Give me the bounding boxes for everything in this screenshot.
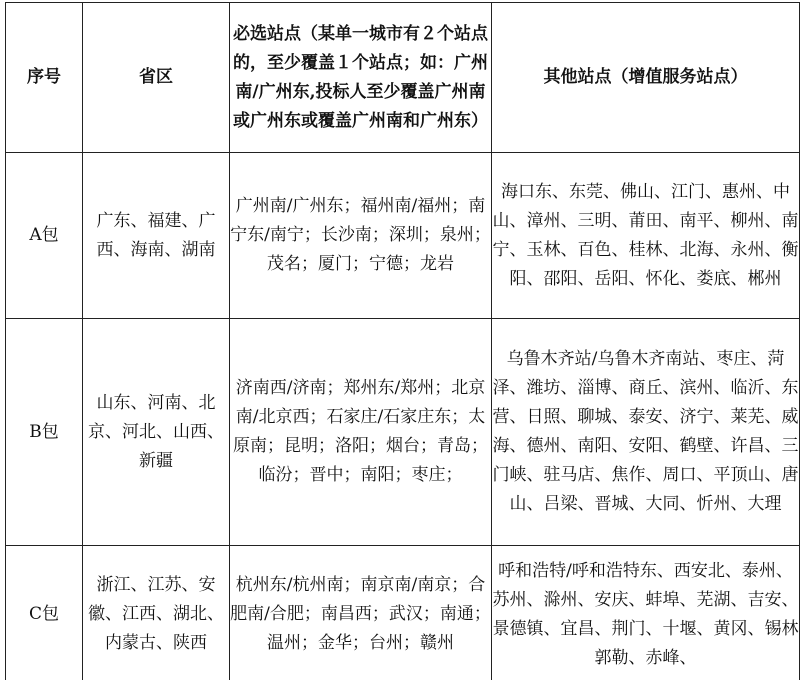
row-required-stations: 杭州东/杭州南；南京南/南京；合肥南/合肥；南昌西；武汉；南通；温州；金华；台州；赣州 (230, 546, 492, 684)
row-id: A包 (6, 153, 83, 319)
row-other-stations: 呼和浩特/呼和浩特东、西安北、泰州、苏州、滁州、安庆、蚌埠、芜湖、吉安、景德镇、宜昌、荆门、十堰、黄冈、锡林郭勒、赤峰、 (492, 546, 800, 684)
table-row (6, 153, 800, 319)
row-other-stations: 乌鲁木齐站/乌鲁木齐南站、枣庄、菏泽、潍坊、淄博、商丘、滨州、临沂、东营、日照、聊城、泰安、济宁、莱芜、威海、德州、南阳、安阳、鹤壁、许昌、三门峡、驻马店、焦作、周口、平顶山、唐山、吕梁、晋城、大同、忻州、大理 (492, 319, 800, 546)
page-bottom-edge (0, 680, 802, 684)
row-id: C包 (6, 546, 83, 684)
header-required-stations: 必选站点（某单一城市有２个站点的，至少覆盖１个站点；如：广州南/广州东,投标人至少覆盖广州南或广州东或覆盖广州南和广州东） (230, 3, 492, 153)
row-province: 广东、福建、广西、海南、湖南 (83, 153, 230, 319)
header-other-stations: 其他站点（增值服务站点） (492, 3, 800, 153)
row-required-stations: 济南西/济南；郑州东/郑州；北京南/北京西；石家庄/石家庄东；太原南；昆明；洛阳；烟台；青岛；临汾；晋中；南阳；枣庄； (230, 319, 492, 546)
table-row (6, 546, 800, 684)
header-province: 省区 (83, 3, 230, 153)
header-row (6, 3, 800, 153)
station-table (5, 2, 800, 684)
row-required-stations: 广州南/广州东；福州南/福州；南宁东/南宁；长沙南；深圳；泉州；茂名；厦门；宁德；龙岩 (230, 153, 492, 319)
table-row (6, 319, 800, 546)
row-province: 山东、河南、北京、河北、山西、新疆 (83, 319, 230, 546)
row-id: B包 (6, 319, 83, 546)
row-province: 浙江、江苏、安徽、江西、湖北、内蒙古、陕西 (83, 546, 230, 684)
header-id: 序号 (6, 3, 83, 153)
row-other-stations: 海口东、东莞、佛山、江门、惠州、中山、漳州、三明、莆田、南平、柳州、南宁、玉林、百色、桂林、北海、永州、衡阳、邵阳、岳阳、怀化、娄底、郴州 (492, 153, 800, 319)
